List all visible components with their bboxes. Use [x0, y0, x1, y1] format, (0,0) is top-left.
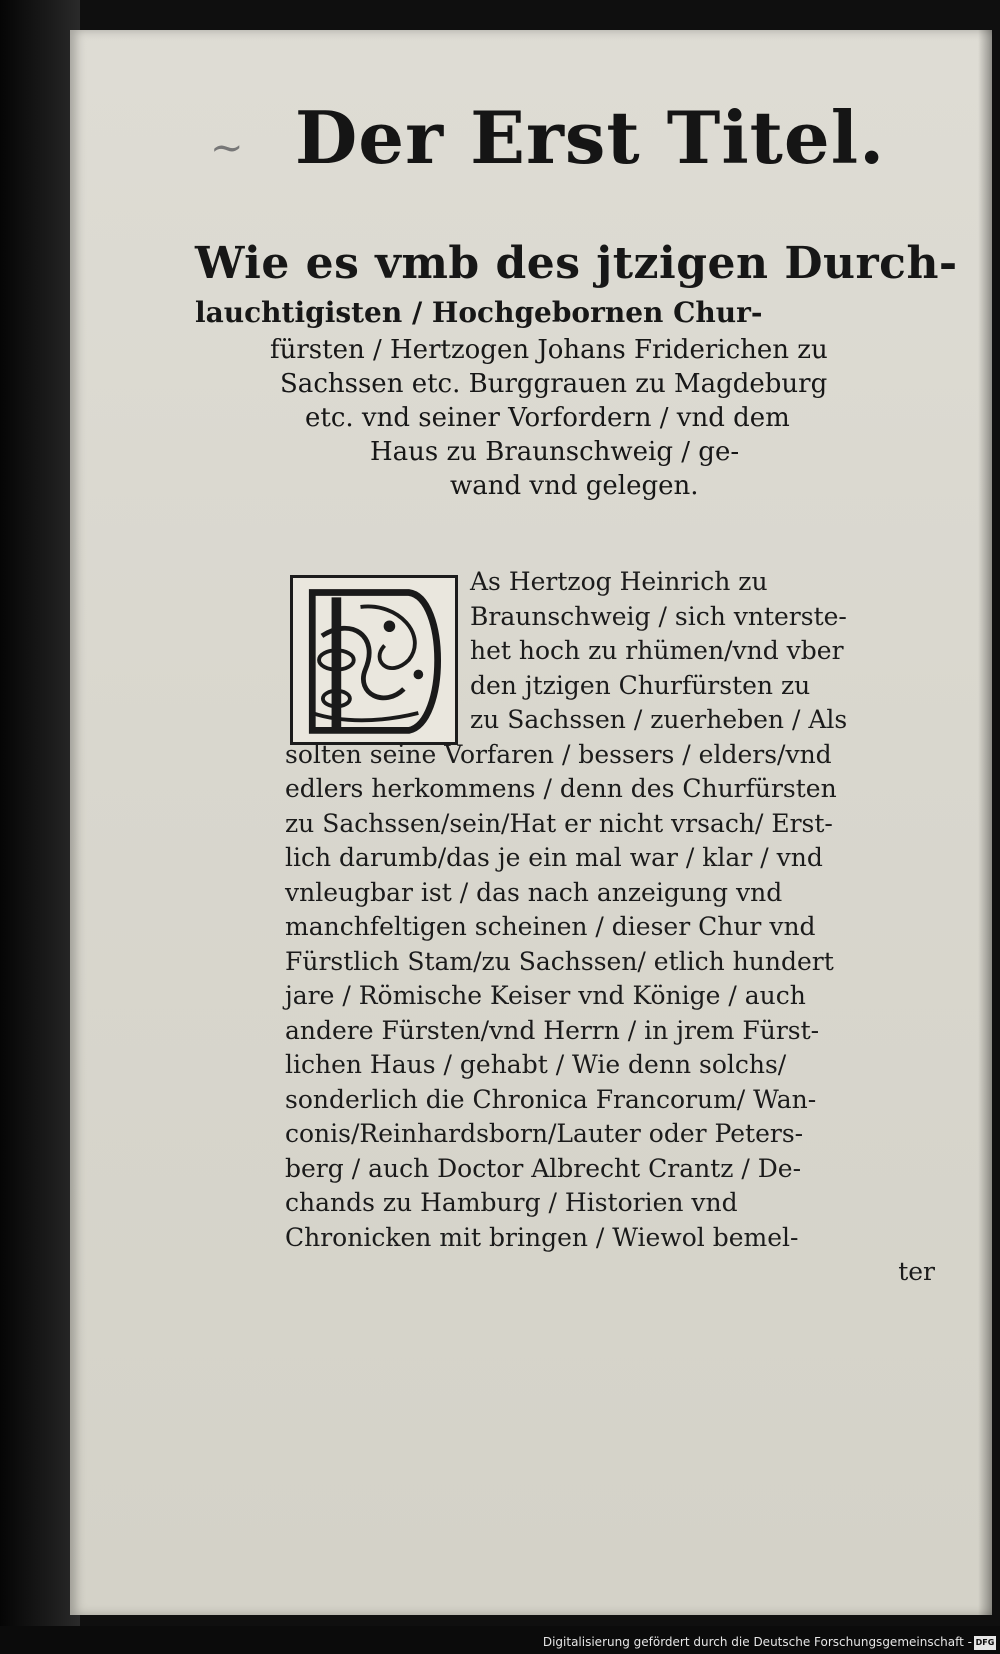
body-text — [285, 565, 935, 1290]
body-line: jare / Römische Keiser vnd Könige / auch — [285, 981, 806, 1010]
book-spine-shadow — [0, 0, 80, 1654]
body-line: Fürstlich Stam/zu Sachssen/ etlich hundert — [285, 946, 834, 976]
body-line: As Hertzog Heinrich zu — [470, 567, 768, 596]
catchword: ter — [898, 1257, 935, 1286]
body-line: zu Sachssen / zuerheben / Als — [470, 705, 848, 734]
page-title: Der Erst Titel. — [294, 95, 886, 180]
body-line: zu Sachssen/sein/Hat er nicht vrsach/ Erst- — [285, 808, 833, 838]
digitization-credit: Digitalisierung gefördert durch die Deutsche Forschungsgemeinschaft - — [542, 1635, 972, 1649]
body-line: lich darumb/das je ein mal war / klar / vnd — [285, 843, 823, 872]
body-line: solten seine Vorfaren / bessers / elders/vnd — [285, 739, 832, 769]
body-line: Braunschweig / sich vnterste- — [470, 601, 847, 631]
body-line: Chronicken mit bringen / Wiewol bemel- — [285, 1222, 799, 1252]
body-line: chands zu Hamburg / Historien vnd — [285, 1188, 738, 1217]
body-line: manchfeltigen scheinen / dieser Chur vnd — [285, 912, 816, 941]
body-line: het hoch zu rhümen/vnd vber — [470, 636, 844, 665]
body-line: sonderlich die Chronica Francorum/ Wan- — [285, 1084, 817, 1114]
body-line: berg / auch Doctor Albrecht Crantz / De- — [285, 1153, 802, 1183]
body-line: conis/Reinhardsborn/Lauter oder Peters- — [285, 1119, 804, 1148]
body-line: den jtzigen Churfürsten zu — [470, 670, 811, 700]
chapter-heading — [195, 235, 958, 503]
dfg-logo-icon: DFG — [974, 1636, 996, 1650]
heading-line: wand vnd gelegen. — [450, 471, 699, 501]
heading-line: Haus zu Braunschweig / ge- — [370, 437, 740, 467]
page-edge-shadow — [978, 30, 992, 1615]
heading-line: etc. vnd seiner Vorfordern / vnd dem — [305, 403, 790, 433]
body-line: edlers herkommens / denn des Churfürsten — [285, 774, 837, 803]
heading-line: lauchtigisten / Hochgebornen Chur- — [195, 296, 763, 329]
margin-mark: ~ — [210, 125, 244, 171]
body-line: andere Fürsten/vnd Herrn / in jrem Fürst- — [285, 1015, 820, 1045]
body-line: lichen Haus / gehabt / Wie denn solchs/ — [285, 1050, 787, 1079]
heading-line: fürsten / Hertzogen Johans Friderichen zu — [270, 335, 828, 365]
heading-line: Wie es vmb des jtzigen Durch- — [195, 238, 958, 289]
heading-line: Sachssen etc. Burggrauen zu Magdeburg — [280, 369, 828, 399]
body-line: vnleugbar ist / das nach anzeigung vnd — [285, 877, 783, 907]
